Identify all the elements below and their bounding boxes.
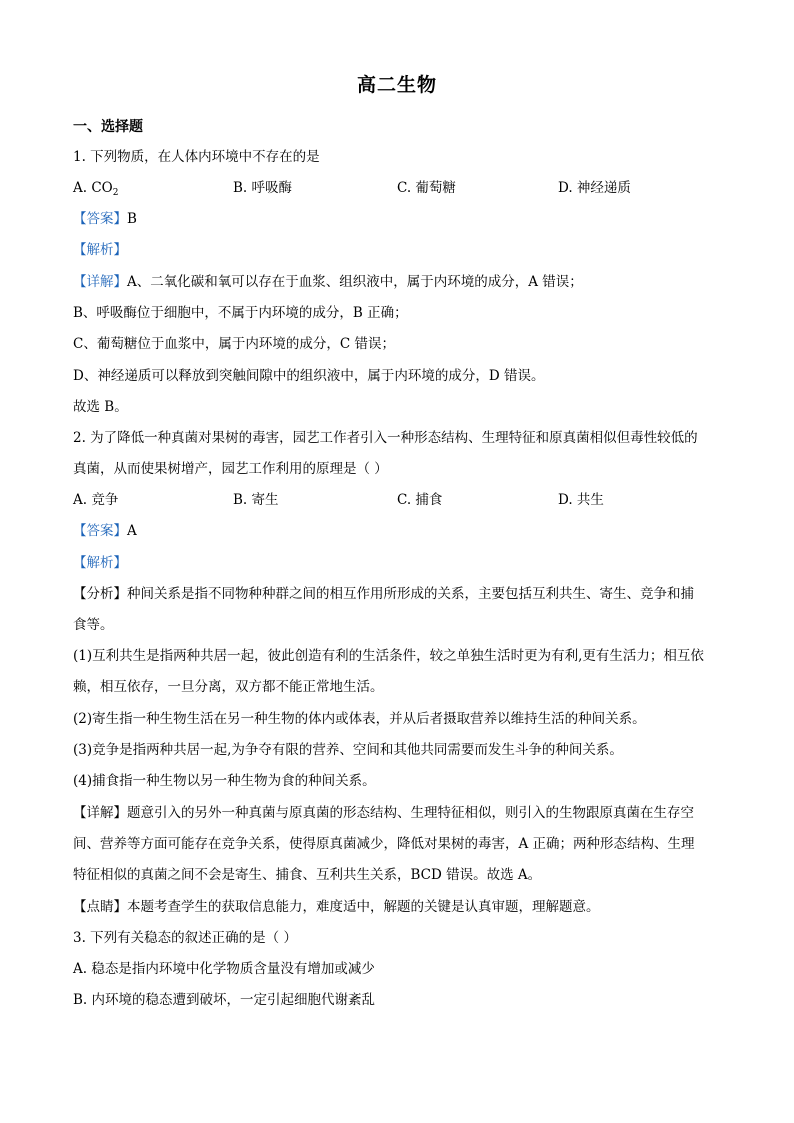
- q1-option-d: D. 神经递质: [558, 180, 631, 196]
- answer-tag: 【答案】: [73, 211, 127, 227]
- q1-detail-1: 【详解】A、二氧化碳和氧可以存在于血浆、组织液中，属于内环境的成分，A 错误；: [73, 274, 583, 290]
- q1-conclusion: 故选 B。: [73, 399, 128, 415]
- q2-option-c: C. 捕食: [397, 492, 443, 508]
- q2-option-a: A. 竞争: [73, 492, 119, 508]
- q1-detail-3: C、葡萄糖位于血浆中，属于内环境的成分，C 错误；: [73, 336, 395, 352]
- q1-detail-2: B、呼吸酶位于细胞中，不属于内环境的成分，B 正确；: [73, 305, 408, 321]
- q2-point-2: (2)寄生指一种生物生活在另一种生物的体内或体表，并从后者摄取营养以维持生活的种间关系。: [73, 711, 646, 727]
- q1-detail-4: D、神经递质可以释放到突触间隙中的组织液中，属于内环境的成分，D 错误。: [73, 368, 545, 384]
- q2-detail-3: 特征相似的真菌之间不会是寄生、捕食、互利共生关系，BCD 错误。故选 A。: [73, 867, 542, 883]
- q1-analysis-tag: 【解析】: [73, 242, 127, 258]
- q2-option-d: D. 共生: [558, 492, 604, 508]
- q1-option-b: B. 呼吸酶: [233, 180, 293, 196]
- q2-detail-1: 【详解】题意引入的另外一种真菌与原真菌的形态结构、生理特征相似，则引入的生物跟原真菌在生存空: [73, 805, 694, 821]
- page-title: 高二生物: [356, 74, 437, 96]
- q2-comment: 【点睛】本题考查学生的获取信息能力，难度适中，解题的关键是认真审题，理解题意。: [73, 899, 600, 915]
- q2-analysis-2: 食等。: [73, 617, 114, 633]
- q3-option-a: A. 稳态是指内环境中化学物质含量没有增加或减少: [73, 961, 375, 977]
- q3-stem: 3. 下列有关稳态的叙述正确的是（ ）: [73, 930, 297, 946]
- q2-analysis-tag: 【解析】: [73, 555, 127, 571]
- q1-option-c: C. 葡萄糖: [397, 180, 456, 196]
- q2-answer: 【答案】A: [73, 523, 137, 539]
- q2-analysis-1: 【分析】种间关系是指不同物种种群之间的相互作用所形成的关系，主要包括互利共生、寄生、竞争和捕: [73, 586, 694, 602]
- q2-stem-1: 2. 为了降低一种真菌对果树的毒害，园艺工作者引入一种形态结构、生理特征和原真菌相似但毒性较低的: [73, 430, 698, 446]
- q1-answer: 【答案】B: [73, 211, 137, 227]
- q1-option-a: A. $CO_2$: [73, 180, 119, 198]
- q2-point-4: (4)捕食指一种生物以另一种生物为食的种间关系。: [73, 773, 376, 789]
- q2-detail-2: 间、营养等方面可能存在竞争关系，使得原真菌减少，降低对果树的毒害，A 正确；两种形态结构、生理: [73, 836, 695, 852]
- q2-point-3: (3)竞争是指两种共居一起,为争夺有限的营养、空间和其他共同需要而发生斗争的种间关系。: [73, 742, 623, 758]
- q2-point-1a: (1)互利共生是指两种共居一起，彼此创造有利的生活条件，较之单独生活时更为有利,更有生活力；相互依: [73, 648, 704, 664]
- q1-stem: 1. 下列物质，在人体内环境中不存在的是: [73, 149, 320, 165]
- section-heading: 一、选择题: [73, 119, 143, 135]
- q2-option-b: B. 寄生: [233, 492, 279, 508]
- q2-point-1b: 赖，相互依存，一旦分离，双方都不能正常地生活。: [73, 679, 384, 695]
- q3-option-b: B. 内环境的稳态遭到破坏，一定引起细胞代谢紊乱: [73, 992, 376, 1008]
- q2-stem-2: 真菌，从而使果树增产，园艺工作利用的原理是（ ）: [73, 461, 388, 477]
